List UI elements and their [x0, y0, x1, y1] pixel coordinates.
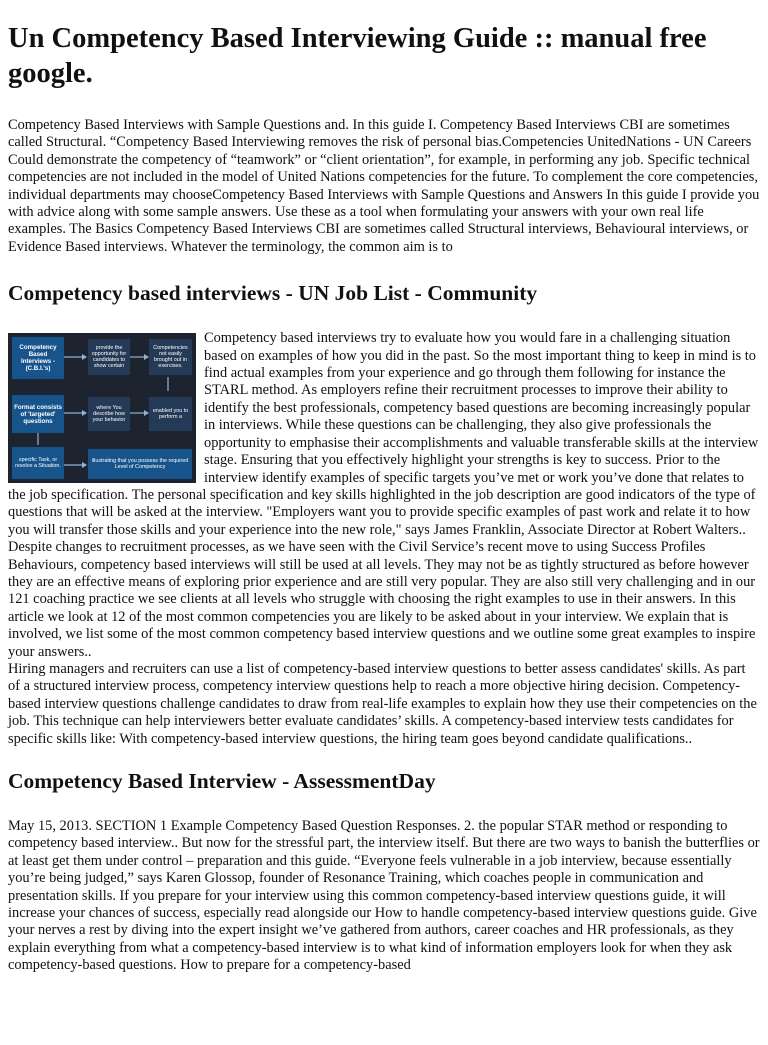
section1-paragraph-2: Despite changes to recruitment processes, as we have seen with the Civil Service’s recent move to using Success Profiles Behaviours, competency based interviews will still be used at all levels. They may not be as tightly structured as before however they are an effective means of exploring prior experience and are still very popular. They are also still very challenging and in our 121 coaching practice we see clients at all levels who struggle with choosing the right examples to use in their answers. In this article we look at 12 of the most common competencies you are likely to be asked about in your interview. We explain that is involved, we list some of the most common competency based interview questions and we outline some great examples to inspire your answers.. — [8, 539, 756, 660]
diagram-box-competencies: Competencies not easily brought out in exercises. — [149, 339, 192, 375]
diagram-box-format: Format consists of 'targeted' questions — [12, 395, 64, 433]
cbi-diagram-image — [8, 333, 196, 483]
diagram-box-enabled: enabled you to perform a — [149, 397, 192, 431]
diagram-box-level: illustrating that you possess the required Level of Competency — [88, 449, 192, 479]
section-heading-un-job-list: Competency based interviews - UN Job List - Community — [8, 281, 538, 306]
intro-paragraph: Competency Based Interviews with Sample Questions and. In this guide I. Competency Based Interviews CBI are sometimes called Structural. “Competency Based Interviewing removes the risk of personal bias.Competencies UnitedNations - UN Careers Could demonstrate the competency of “teamwork” or “client orientation”, for example, in performing any job. Specific technical competencies are not included in the model of United Nations competencies for the future. To complement the core competencies, individual departments may chooseCompetency Based Interviews with Sample Questions and Answers In this guide I provide you with advice along with some sample answers. Use these as a tool when formulating your answers with your own real life examples. The Basics Competency Based Interviews CBI are sometimes called Structural interviews, Behavioural interviews, or Evidence Based interviews. Whatever the terminology, the common aim is to — [8, 117, 760, 255]
diagram-box-describe: where You describe how your behavior — [88, 397, 130, 431]
section1-paragraph-1-text: Competency based interviews try to evaluate how you would fare in a challenging situation based on examples of how you did in the past. So the most important thing to keep in mind is to find actual examples from your experience and go through them following for instance the STARL method. As employers refine their recruitment processes to improve their ability to identify the best professionals, competency based questions are becoming increasingly popular in interviews. While these questions can be challenging, they also give professionals the opportunity to emphasise their accomplishments and valuable transferable skills at the interview stage. Ensuring that you effectively highlight your strengths is key to success. Prior to the interview identify examples of specific targets you’ve met or work you’ve done that relates to the job specification. The personal specification and key skills highlighted in the job description are good indicators of the type of questions that will be asked at the interview. "Employers want you to provide specific examples of past work and relate it to how you will transfer those skills and your experience into the new role," says James Franklin, Associate Director at Robert Walters.. — [8, 330, 759, 538]
diagram-box-opportunity: provide the opportunity for candidates to show certain — [88, 339, 130, 375]
diagram-box-cbi: Competency Based Interviews - (C.B.I.'s) — [12, 337, 64, 379]
section-heading-assessmentday: Competency Based Interview - AssessmentDay — [8, 769, 436, 793]
document-page — [0, 21, 768, 975]
section1-paragraph-1 — [8, 330, 761, 539]
page-title: Un Competency Based Interviewing Guide :: manual free google. — [8, 23, 707, 89]
diagram-box-task: specific Task, or resolve a Situation. — [12, 447, 64, 479]
section2-paragraph-1: May 15, 2013. SECTION 1 Example Competency Based Question Responses. 2. the popular STAR method or responding to competency based interview.. But now for the stressful part, the interview itself. But there are two ways to banish the butterflies or at least get them under control – preparation and this guide. “Everyone feels vulnerable in a job interview, because essentially you’re being judged,” says Karen Glossop, founder of Resonance Training, which coaches people in communication and presentation skills. If you prepare for your interview using this common competency-based interview questions guide, it will increase your chances of success, especially read alongside our How to handle competency-based interview questions guide. Give your nerves a rest by diving into the expert insight we’ve gathered from authors, career coaches and HR professionals, as they explain everything from what a competency-based interview is to what kind of information employers look for when they ask competency-based questions. How to prepare for a competency-based — [8, 818, 760, 974]
section1-paragraph-3: Hiring managers and recruiters can use a list of competency-based interview questions to better assess candidates' skills. As part of a structured interview process, competency interview questions help to reach a more objective hiring decision. Competency-based interview questions challenge candidates to draw from real-life examples to explain how they use their competencies on the job. This technique can help interviewers better evaluate candidates’ skills. A competency-based interview tests candidates for specific skills like: With competency-based interview questions, the hiring team goes beyond candidate qualifications.. — [8, 660, 757, 747]
